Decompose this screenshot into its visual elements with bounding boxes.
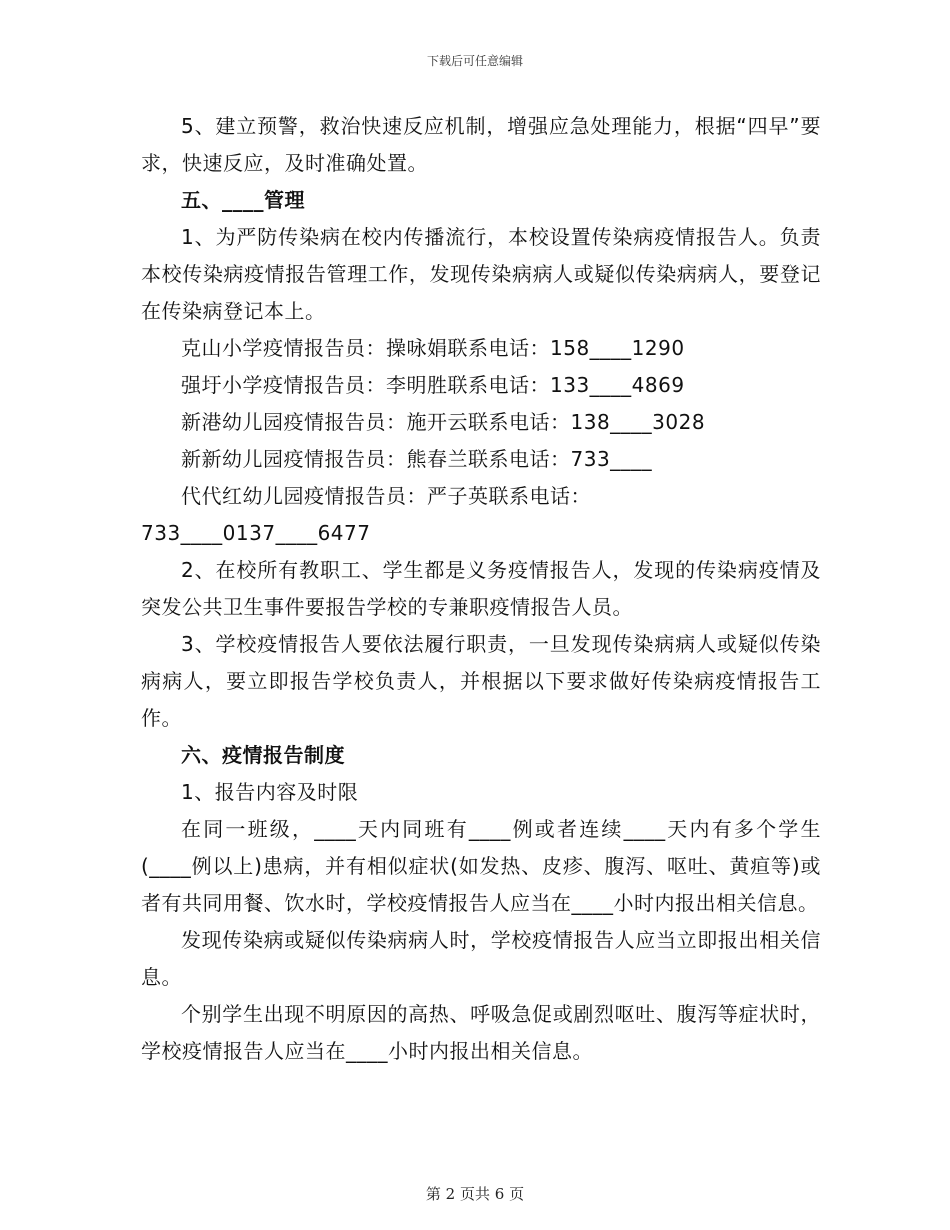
paragraph-reporting-rule-b: 发现传染病或疑似传染病病人时，学校疫情报告人应当立即报出相关信息。 [141, 928, 821, 989]
paragraph-item-5-1: 1、为严防传染病在校内传播流行，本校设置传染病疫情报告人。负责本校传染病疫情报告管理工作，发现传染病病人或疑似传染病病人，要登记在传染病登记本上。 [141, 225, 821, 323]
paragraph-item-5-2: 2、在校所有教职工、学生都是义务疫情报告人，发现的传染病疫情及突发公共卫生事件要报告学校的专兼职疫情报告人员。 [141, 558, 821, 619]
section-heading-6: 六、疫情报告制度 [181, 743, 345, 767]
page-header: 下载后可任意编辑 [426, 54, 523, 68]
reporter-line: 新新幼儿园疫情报告员：熊春兰联系电话：733____ [181, 447, 653, 471]
document-body [141, 108, 821, 1070]
paragraph-reporting-rule-c: 个别学生出现不明原因的高热、呼吸急促或剧烈呕吐、腹泻等症状时，学校疫情报告人应当在____小时内报出相关信息。 [141, 1002, 821, 1063]
paragraph-item-5-3: 3、学校疫情报告人要依法履行职责，一旦发现传染病病人或疑似传染病病人，要立即报告学校负责人，并根据以下要求做好传染病疫情报告工作。 [141, 632, 821, 730]
page-number: 第 2 页共 6 页 [425, 1185, 525, 1203]
paragraph-item-6-1: 1、报告内容及时限 [181, 780, 359, 804]
paragraph-item-5: 5、建立预警，救治快速反应机制，增强应急处理能力，根据“四早”要求，快速反应，及时准确处置。 [141, 114, 821, 175]
reporter-line: 强圩小学疫情报告员：李明胜联系电话：133____4869 [181, 373, 685, 397]
paragraph-reporting-rule-a: 在同一班级，____天内同班有____例或者连续____天内有多个学生(____例以上)患病，并有相似症状(如发热、皮疹、腹泻、呕吐、黄疸等)或者有共同用餐、饮水时，学校疫情报告人应当在____小时内报出相关信息。 [141, 817, 821, 915]
reporter-line: 克山小学疫情报告员：操咏娟联系电话：158____1290 [181, 336, 685, 360]
reporter-line: 新港幼儿园疫情报告员：施开云联系电话：138____3028 [181, 410, 706, 434]
phone-continued: 733____0137____6477 [141, 521, 371, 545]
section-heading-5: 五、____管理 [181, 188, 305, 212]
reporter-line: 代代红幼儿园疫情报告员：严子英联系电话： [181, 484, 591, 508]
